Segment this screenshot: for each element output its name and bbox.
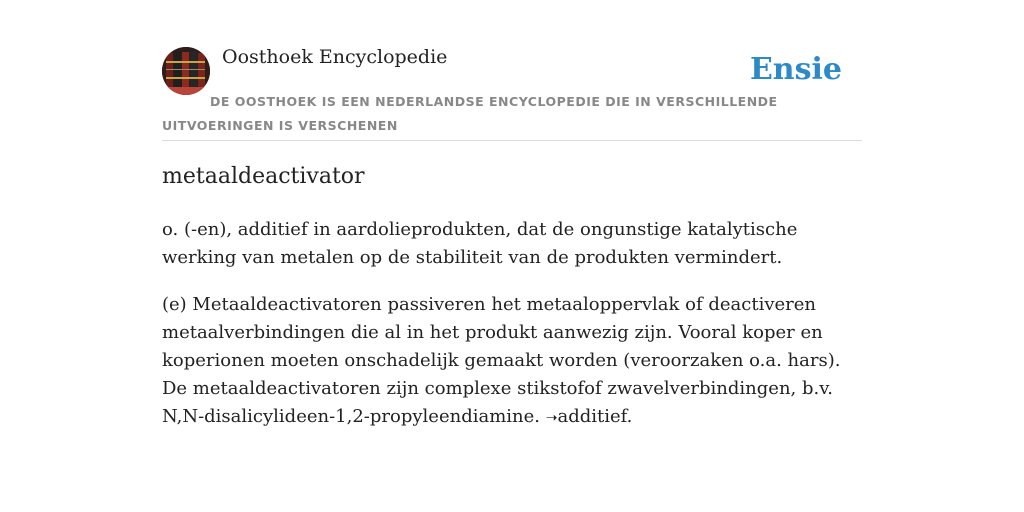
- arrow-right-icon: ➝: [545, 410, 558, 426]
- page: [162, 0, 862, 427]
- see-also-link-additief[interactable]: additief.: [557, 406, 633, 427]
- site-title[interactable]: Oosthoek Encyclopedie: [222, 46, 448, 68]
- definition-paragraph: o. (-en), additief in aardolieprodukten, dat de ongunstige katalytische werking van metalen op de stabiliteit van de produkten vermindert.: [162, 219, 798, 268]
- brand-logo-link[interactable]: Ensie: [749, 52, 842, 87]
- site-tagline: DE OOSTHOEK IS EEN NEDERLANDSE ENCYCLOPEDIE DIE IN VERSCHILLENDE UITVOERINGEN IS VERSCHENEN: [162, 94, 778, 133]
- explanation-text: (e) Metaaldeactivatoren passiveren het metaaloppervlak of deactiveren metaalverbindingen die al in het produkt aanwezig zijn. Vooral koper en koperionen moeten onschadelijk gemaakt worden (veroorzaken o.a. hars). De metaaldeactivatoren zijn complexe stikstofof zwavelverbindingen, b.v. N,N-disalicylideen-1,2-propyleendiamine.: [162, 294, 841, 427]
- site-header: [162, 0, 862, 141]
- explanation-paragraph: [162, 291, 862, 432]
- book-spines-icon[interactable]: [162, 47, 210, 95]
- entry-title: metaaldeactivator: [162, 164, 365, 189]
